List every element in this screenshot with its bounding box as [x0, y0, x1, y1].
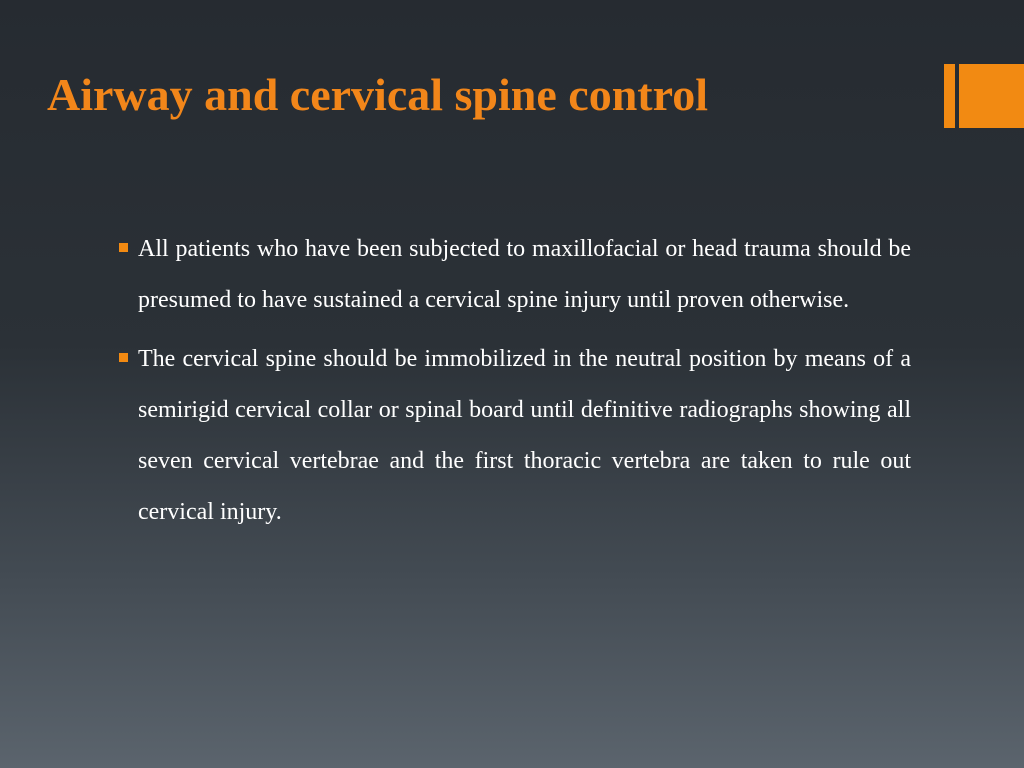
bullet-text: The cervical spine should be immobilized in the neutral position by means of a semirigid cervical collar or spinal board until definitive radiographs showing all seven cervical vertebrae and the first thoracic vertebra are taken to rule out cervical injury.	[138, 345, 911, 526]
bullet-item	[117, 224, 911, 327]
title-accent-bar-thick	[959, 64, 1024, 128]
bullet-item	[117, 334, 911, 539]
slide-title: Airway and cervical spine control	[47, 69, 708, 120]
bullet-list	[117, 224, 911, 546]
title-accent-bar-thin	[944, 64, 955, 128]
square-bullet-icon	[119, 243, 128, 252]
bullet-text: All patients who have been subjected to maxillofacial or head trauma should be presumed to have sustained a cervical spine injury until proven otherwise.	[138, 236, 911, 314]
square-bullet-icon	[119, 353, 128, 362]
